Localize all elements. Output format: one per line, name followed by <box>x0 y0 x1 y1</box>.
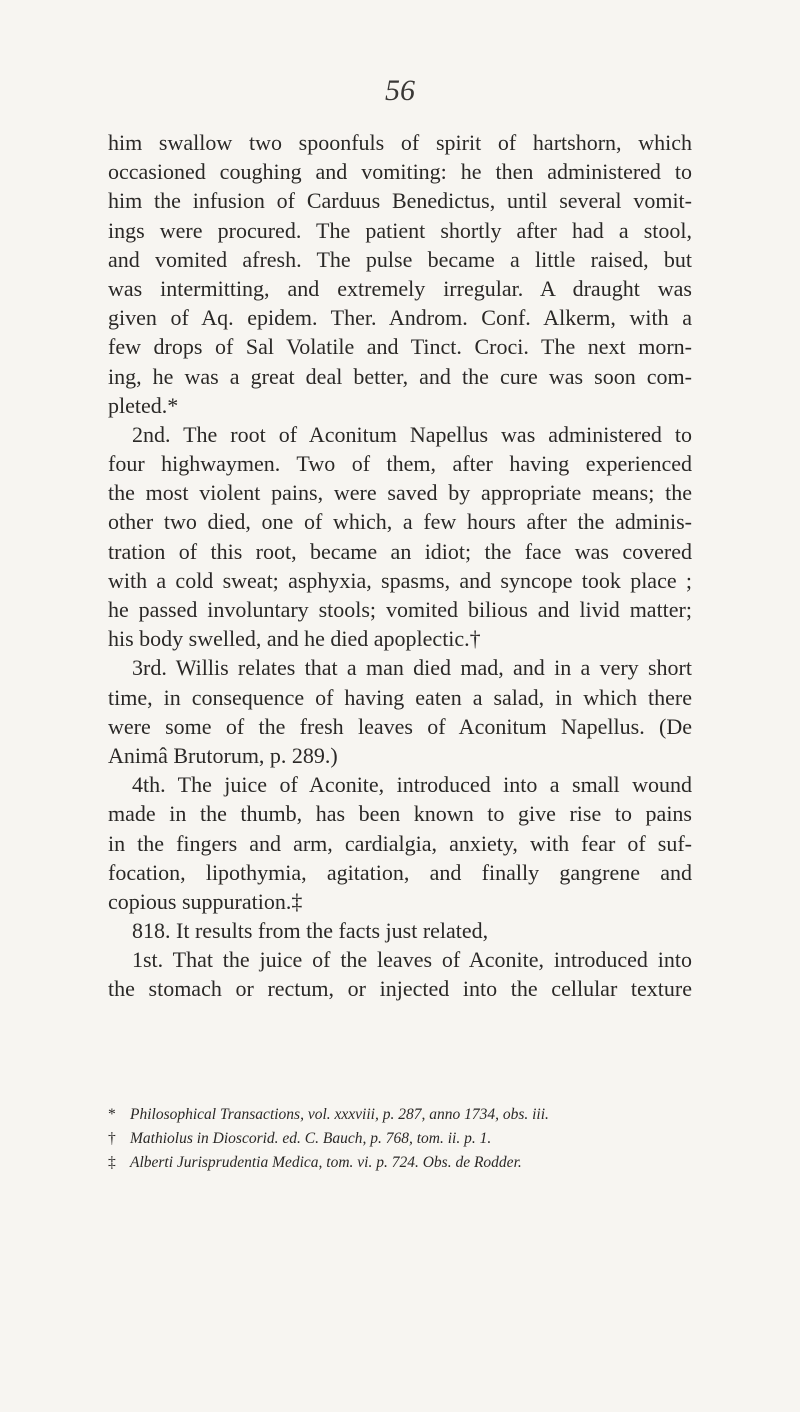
text-line: Animâ Brutorum, p. 289.) <box>108 742 338 768</box>
text-line: copious suppuration.‡ <box>108 888 303 914</box>
footnote-text: Alberti Jurisprudentia Medica, tom. vi. p. 724. Obs. de Rodder. <box>130 1154 522 1171</box>
text-line: pleted.* <box>108 392 179 418</box>
text-line: with a cold sweat; asphyxia, spasms, and syncope took place ; <box>108 567 692 593</box>
text-line: occasioned coughing and vomiting: he then administered to <box>108 159 692 185</box>
text-line: in the fingers and arm, cardialgia, anxiety, with fear of suf- <box>108 830 692 856</box>
text-line: and vomited afresh. The pulse became a little raised, but <box>108 246 692 272</box>
text-line: 4th. The juice of Aconite, introduced into a small wound <box>132 772 692 798</box>
text-line: tration of this root, became an idiot; the face was covered <box>108 538 692 564</box>
text-line: him swallow two spoonfuls of spirit of hartshorn, which <box>108 130 692 155</box>
text-line: he passed involuntary stools; vomited bilious and livid matter; <box>108 597 692 622</box>
text-line: 2nd. The root of Aconitum Napellus was administered to <box>132 421 692 447</box>
text-line: was intermitting, and extremely irregular. A draught was <box>108 275 692 301</box>
text-line: four highwaymen. Two of them, after having experienced <box>108 451 692 477</box>
text-line: the most violent pains, were saved by appropriate means; the <box>108 480 692 506</box>
text-line: him the infusion of Carduus Benedictus, until several vomit- <box>108 188 692 214</box>
footnote-text: Mathiolus in Dioscorid. ed. C. Bauch, p. 768, tom. ii. p. 1. <box>130 1130 492 1147</box>
footnotes <box>108 1103 692 1175</box>
text-line: 1st. That the juice of the leaves of Aconite, introduced into <box>132 947 692 973</box>
text-line: few drops of Sal Volatile and Tinct. Croci. The next morn- <box>108 334 692 360</box>
text-line: made in the thumb, has been known to give rise to pains <box>108 801 692 827</box>
text-line: 3rd. Willis relates that a man died mad, and in a very short <box>132 655 692 681</box>
footnote <box>108 1151 692 1175</box>
footnote <box>108 1103 692 1127</box>
text-line: 818. It results from the facts just related, <box>132 918 489 944</box>
text-line: his body swelled, and he died apoplectic.† <box>108 626 481 652</box>
text-line: were some of the fresh leaves of Aconitum Napellus. (De <box>108 713 692 739</box>
footnote <box>108 1127 692 1151</box>
footnote-mark: ‡ <box>108 1154 116 1171</box>
text-line: ings were procured. The patient shortly after had a stool, <box>108 217 692 243</box>
body-text <box>108 128 692 1004</box>
text-line: the stomach or rectum, or injected into the cellular texture <box>108 976 692 1002</box>
text-line: time, in consequence of having eaten a salad, in which there <box>108 684 692 710</box>
page-number: 56 <box>385 74 415 107</box>
text-line: focation, lipothymia, agitation, and finally gangrene and <box>108 859 692 885</box>
footnote-mark: † <box>108 1130 116 1147</box>
text-line: other two died, one of which, a few hours after the adminis- <box>108 509 692 535</box>
footnote-text: Philosophical Transactions, vol. xxxviii, p. 287, anno 1734, obs. iii. <box>130 1106 549 1123</box>
text-line: given of Aq. epidem. Ther. Androm. Conf. Alkerm, with a <box>108 305 692 331</box>
text-line: ing, he was a great deal better, and the cure was soon com- <box>108 363 692 389</box>
footnote-mark: * <box>108 1106 116 1123</box>
